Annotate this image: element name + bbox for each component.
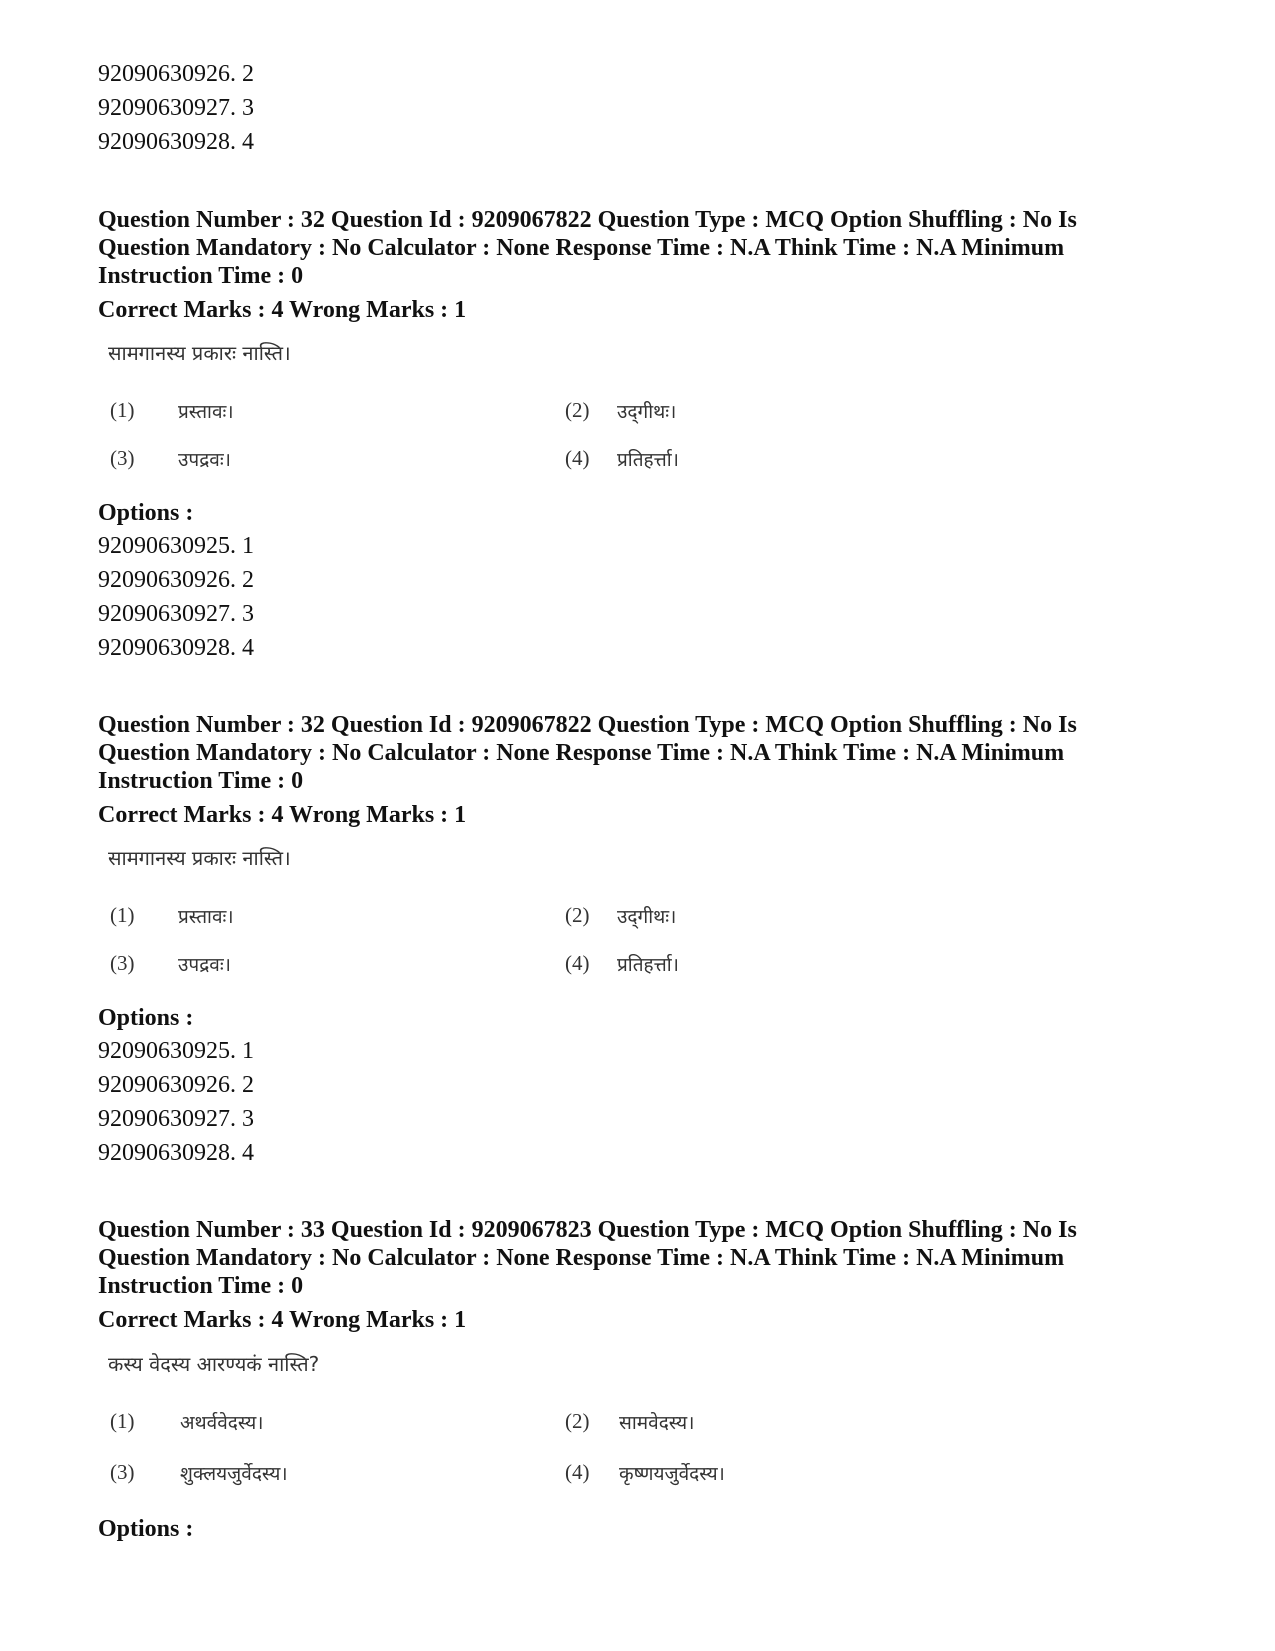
choice-text: प्रस्तावः। (178, 401, 234, 423)
marks-line: Correct Marks : 4 Wrong Marks : 1 (98, 802, 467, 828)
option-line: 92090630928. 4 (98, 129, 254, 155)
marks-line: Correct Marks : 4 Wrong Marks : 1 (98, 297, 467, 323)
question-header-line: Question Mandatory : No Calculator : None Response Time : N.A Think Time : N.A Minimum (98, 1245, 1065, 1271)
question-header-line: Instruction Time : 0 (98, 768, 304, 794)
choice-text: शुक्लयजुर्वेदस्य। (180, 1463, 288, 1485)
choice-text: उद्‌गीथः। (617, 906, 677, 928)
choice-number: (3) (110, 951, 135, 975)
option-line: 92090630927. 3 (98, 1106, 254, 1132)
question-text: सामगानस्य प्रकारः नास्ति। (108, 846, 291, 870)
choice-number: (2) (565, 398, 590, 422)
option-line: 92090630925. 1 (98, 1038, 254, 1064)
option-line: 92090630928. 4 (98, 635, 254, 661)
choice-number: (4) (565, 1460, 590, 1484)
choice-number: (1) (110, 398, 135, 422)
choice-number: (1) (110, 903, 135, 927)
options-label: Options : (98, 500, 194, 526)
question-header-line: Instruction Time : 0 (98, 1273, 304, 1299)
choice-text: अथर्ववेदस्य। (180, 1412, 264, 1434)
choice-number: (1) (110, 1409, 135, 1433)
choice-number: (4) (565, 951, 590, 975)
question-header-line: Question Number : 32 Question Id : 9209067822 Question Type : MCQ Option Shuffling : No Is (98, 207, 1077, 233)
choice-number: (4) (565, 446, 590, 470)
choice-text: उपद्रवः। (178, 449, 231, 471)
choice-text: प्रतिहर्त्ता। (617, 954, 679, 976)
choice-text: उपद्रवः। (178, 954, 231, 976)
choice-text: उद्‌गीथः। (617, 401, 677, 423)
options-label: Options : (98, 1005, 194, 1031)
marks-line: Correct Marks : 4 Wrong Marks : 1 (98, 1307, 467, 1333)
choice-number: (2) (565, 1409, 590, 1433)
options-label: Options : (98, 1516, 194, 1542)
choice-text: कृष्णयजुर्वेदस्य। (619, 1463, 725, 1485)
option-line: 92090630925. 1 (98, 533, 254, 559)
option-line: 92090630926. 2 (98, 1072, 254, 1098)
option-line: 92090630927. 3 (98, 601, 254, 627)
option-line: 92090630928. 4 (98, 1140, 254, 1166)
question-text: सामगानस्य प्रकारः नास्ति। (108, 341, 291, 365)
choice-text: प्रस्तावः। (178, 906, 234, 928)
choice-number: (3) (110, 1460, 135, 1484)
question-header-line: Question Mandatory : No Calculator : None Response Time : N.A Think Time : N.A Minimum (98, 235, 1065, 261)
choice-number: (3) (110, 446, 135, 470)
question-text: कस्य वेदस्य आरण्यकं नास्ति? (108, 1352, 320, 1376)
option-line: 92090630926. 2 (98, 567, 254, 593)
choice-number: (2) (565, 903, 590, 927)
question-header-line: Question Mandatory : No Calculator : None Response Time : N.A Think Time : N.A Minimum (98, 740, 1065, 766)
question-header-line: Question Number : 33 Question Id : 9209067823 Question Type : MCQ Option Shuffling : No Is (98, 1217, 1077, 1243)
question-header-line: Question Number : 32 Question Id : 9209067822 Question Type : MCQ Option Shuffling : No Is (98, 712, 1077, 738)
option-line: 92090630926. 2 (98, 61, 254, 87)
choice-text: सामवेदस्य। (619, 1412, 695, 1434)
question-header-line: Instruction Time : 0 (98, 263, 304, 289)
option-line: 92090630927. 3 (98, 95, 254, 121)
choice-text: प्रतिहर्त्ता। (617, 449, 679, 471)
